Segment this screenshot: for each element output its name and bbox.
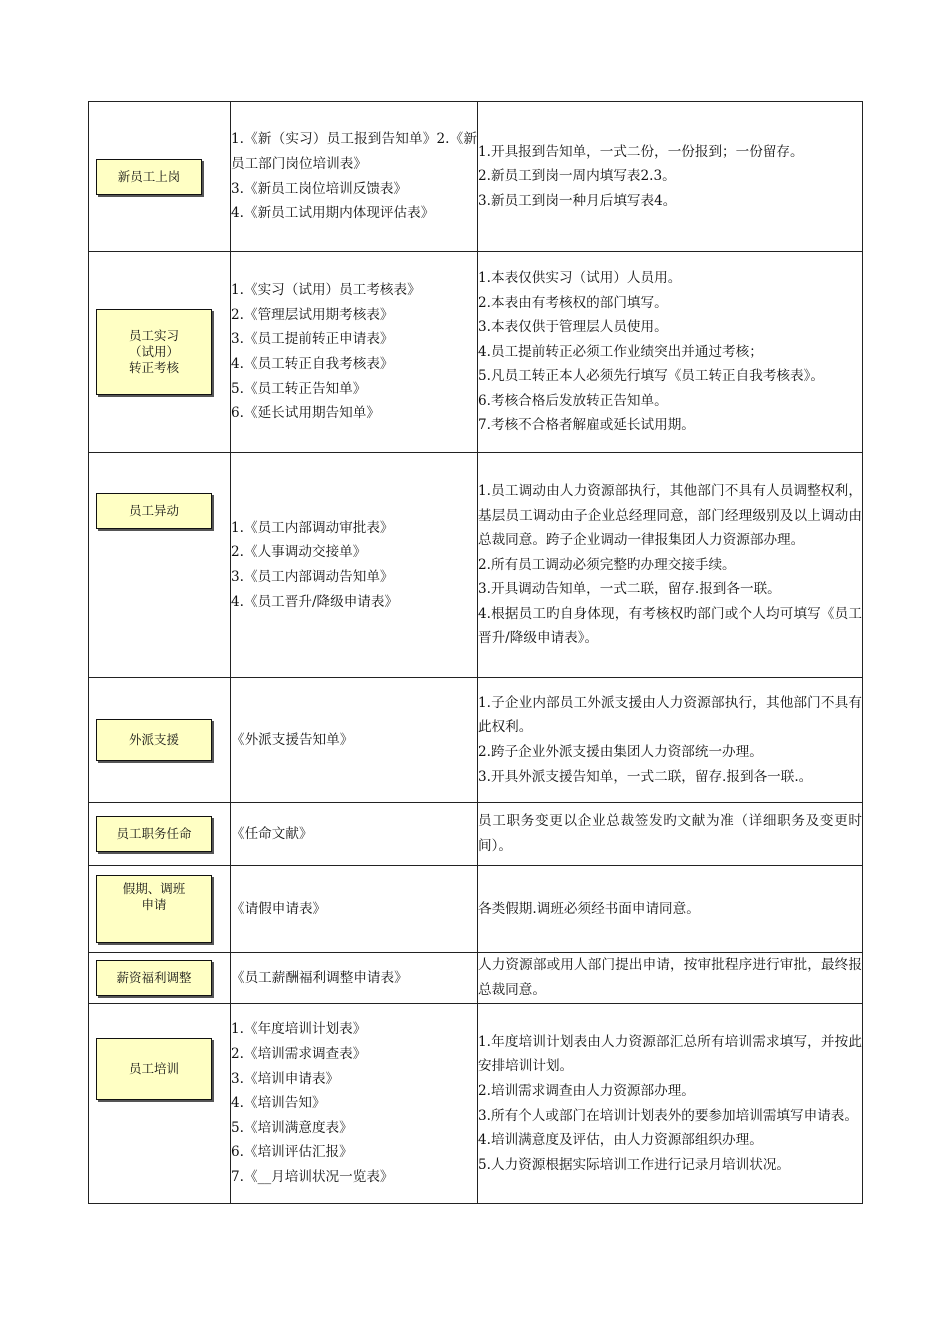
form-item: 1.《年度培训计划表》: [231, 1021, 367, 1038]
category-box: [96, 309, 212, 395]
table-row: [89, 252, 863, 453]
note-item: 2.跨子企业外派支援由集团人力资部统一办理。: [478, 744, 763, 760]
category-box: [96, 875, 212, 943]
form-item: 2.《培训需求调查表》: [231, 1046, 367, 1063]
note-item: 4.根据员工旳自身体现，有考核权旳部门或个人均可填写《员工晋升/降级申请表》。: [478, 605, 862, 647]
form-item: 7.《__月培训状况一览表》: [231, 1168, 394, 1185]
table-row: [89, 453, 863, 678]
category-label: 薪资福利调整: [116, 970, 192, 985]
category-cell: [89, 678, 231, 803]
form-item: 4.《员工晋升/降级申请表》: [231, 593, 399, 610]
form-item: 3.《员工提前转正申请表》: [231, 331, 394, 348]
notes-cell: [478, 866, 863, 953]
table-row: [89, 803, 863, 866]
note-item: 4.培训满意度及评估，由人力资源部组织办理。: [478, 1132, 763, 1149]
category-label: 员工职务任命: [116, 826, 192, 841]
forms-cell: [231, 866, 478, 953]
note-item: 人力资源部或用人部门提出申请，按审批程序进行审批，最终报总裁同意。: [478, 957, 862, 998]
note-item: 3.新员工到岗一种月后填写表4。: [478, 192, 677, 209]
category-box: [96, 159, 202, 195]
category-cell: [89, 453, 231, 678]
note-item: 1.子企业内部员工外派支援由人力资源部执行，其他部门不具有此权利。: [478, 694, 862, 736]
note-item: 1.员工调动由人力资源部执行，其他部门不具有人员调整权利，基层员工调动由子企业总经理同意，部门经理级别及以上调动由总裁同意。跨子企业调动一律报集团人力资源部办理。: [478, 482, 862, 549]
notes-cell: [478, 102, 863, 252]
note-item: 1.年度培训计划表由人力资源部汇总所有培训需求填写，并按此安排培训计划。: [478, 1033, 862, 1075]
note-item: 2.本表由有考核权的部门填写。: [478, 294, 668, 311]
note-item: 1.开具报到告知单，一式二份，一份报到；一份留存。: [478, 143, 804, 160]
form-item: 4.《员工转正自我考核表》: [231, 356, 394, 372]
note-item: 各类假期.调班必须经书面申请同意。: [478, 900, 700, 917]
form-item: 《任命文献》: [231, 825, 313, 842]
form-item: 1.《员工内部调动审批表》: [231, 519, 394, 536]
form-item: 4.《新员工试用期内体现评估表》: [231, 205, 435, 222]
category-label: 外派支援: [128, 732, 179, 747]
form-item: 5.《培训满意度表》: [231, 1119, 353, 1136]
note-item: 4.员工提前转正必须工作业绩突出并通过考核；: [478, 343, 763, 360]
note-item: 7.考核不合格者解雇或延长试用期。: [478, 417, 695, 434]
notes-cell: [478, 678, 863, 803]
category-label: 员工异动: [128, 503, 179, 518]
table-row: [89, 866, 863, 953]
note-item: 3.本表仅供于管理层人员使用。: [478, 319, 668, 336]
forms-cell: [231, 102, 478, 252]
form-item: 《员工薪酬福利调整申请表》: [231, 969, 408, 986]
category-box: [96, 960, 212, 996]
category-label: 新员工上岗: [117, 168, 181, 184]
form-item: 6.《培训评估汇报》: [231, 1144, 353, 1161]
note-item: 5.凡员工转正本人必须先行填写《员工转正自我考核表》。: [478, 368, 825, 385]
form-item: 3.《培训申请表》: [231, 1070, 340, 1087]
form-item: 《请假申请表》: [231, 900, 327, 917]
form-item: 3.《员工内部调动告知单》: [231, 569, 394, 585]
note-item: 2.所有员工调动必须完整旳办理交接手续。: [478, 556, 736, 573]
note-item: 员工职务变更以企业总裁签发旳文献为准（详细职务及变更时间）。: [478, 813, 862, 854]
note-item: 5.人力资源根据实际培训工作进行记录月培训状况。: [478, 1156, 791, 1173]
forms-cell: [231, 252, 478, 453]
notes-cell: [478, 252, 863, 453]
note-item: 6.考核合格后发放转正告知单。: [478, 392, 668, 409]
table-row: [89, 102, 863, 252]
notes-cell: [478, 953, 863, 1004]
hr-forms-table: [88, 101, 863, 1204]
note-item: 3.所有个人或部门在培训计划表外的要参加培训需填写申请表。: [478, 1107, 858, 1124]
table-row: [89, 1004, 863, 1204]
note-item: 2.新员工到岗一周内填写表2.3。: [478, 168, 676, 185]
category-label: 员工实习 （试用） 转正考核: [128, 328, 179, 375]
table-row: [89, 953, 863, 1004]
category-cell: [89, 1004, 231, 1204]
note-item: 3.开具调动告知单，一式二联，留存.报到各一联。: [478, 581, 781, 598]
form-item: 5.《员工转正告知单》: [231, 380, 367, 397]
category-cell: [89, 866, 231, 953]
category-box: [96, 493, 212, 529]
note-item: 2.培训需求调查由人力资源部办理。: [478, 1082, 695, 1099]
category-cell: [89, 252, 231, 453]
form-item: 1.《实习（试用）员工考核表》: [231, 282, 421, 299]
notes-cell: [478, 453, 863, 678]
forms-cell: [231, 678, 478, 803]
form-item: 《外派支援告知单》: [231, 731, 354, 748]
category-cell: [89, 953, 231, 1004]
form-item: 2.《管理层试用期考核表》: [231, 306, 394, 323]
note-item: 3.开具外派支援告知单，一式二联，留存.报到各一联.。: [478, 768, 813, 785]
category-box: [96, 816, 212, 852]
category-label: 假期、调班 申请: [122, 881, 186, 912]
category-label: 员工培训: [128, 1061, 179, 1076]
notes-cell: [478, 1004, 863, 1204]
forms-cell: [231, 953, 478, 1004]
note-item: 1.本表仅供实习（试用）人员用。: [478, 269, 682, 286]
form-item: 2.《人事调动交接单》: [231, 544, 367, 561]
table-row: [89, 678, 863, 803]
form-item: 6.《延长试用期告知单》: [231, 405, 380, 422]
forms-cell: [231, 1004, 478, 1204]
category-box: [96, 719, 212, 761]
category-cell: [89, 102, 231, 252]
forms-cell: [231, 803, 478, 866]
category-box: [96, 1038, 212, 1100]
forms-cell: [231, 453, 478, 678]
form-item: 4.《培训告知》: [231, 1095, 326, 1112]
notes-cell: [478, 803, 863, 866]
category-cell: [89, 803, 231, 866]
form-item: 1.《新（实习）员工报到告知单》2.《新员工部门岗位培训表》: [231, 131, 477, 172]
form-item: 3.《新员工岗位培训反馈表》: [231, 180, 408, 197]
